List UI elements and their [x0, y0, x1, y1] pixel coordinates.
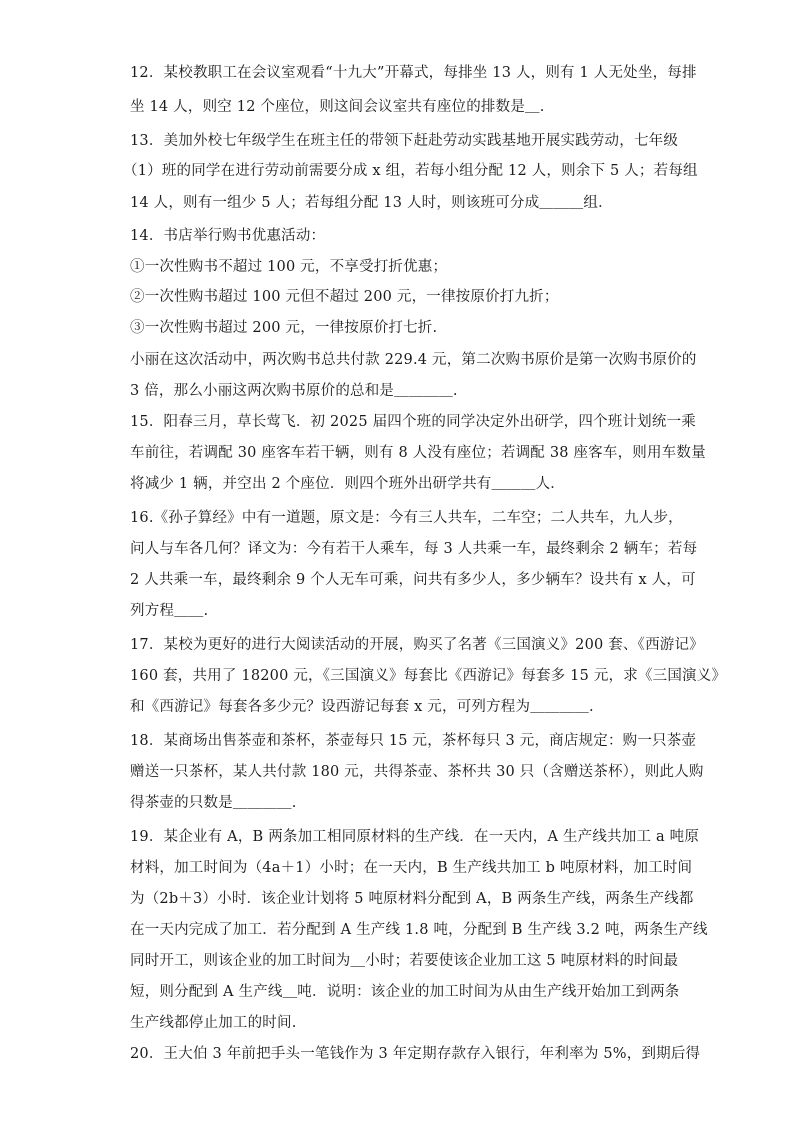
q16-line-4: 列方程＿＿. — [130, 603, 209, 619]
q14-rule-3: ③一次性购书超过 200 元，一律按原价打七折. — [130, 320, 438, 336]
q13-line-1: 13．美加外校七年级学生在班主任的带领下赶赴劳动实践基地开展实践劳动，七年级 — [130, 133, 679, 149]
q12-line-2: 坐 14 人，则空 12 个座位，则这间会议室共有座位的排数是＿. — [130, 99, 545, 115]
q16-line-1: 16.《孙子算经》中有一道题，原文是：今有三人共车，二车空；二人共车，九人步， — [130, 510, 683, 526]
q18-line-3: 得茶壶的只数是＿＿＿＿. — [130, 795, 297, 811]
q19-line-5: 同时开工，则该企业的加工时间为＿小时；若要使该企业加工这 5 吨原材料的时间最 — [130, 953, 679, 969]
q15-line-3: 将减少 1 辆，并空出 2 个座位．则四个班外出研学共有＿＿＿人． — [130, 476, 565, 492]
q17-line-2: 160 套，共用了 18200 元，《三国演义》每套比《西游记》每套多 15 元，求《三国演义》 — [130, 668, 727, 684]
q17-line-1: 17．某校为更好的进行大阅读活动的开展，购买了名著《三国演义》200 套、《西游记》 — [130, 637, 704, 653]
q13-line-2: （1）班的同学在进行劳动前需要分成 x 组，若每小组分配 12 人，则余下 5 人；若每组 — [123, 163, 698, 179]
q16-line-3: 2 人共乘一车，最终剩余 9 个人无车可乘，问共有多少人，多少辆车？设共有 x 人，可 — [130, 572, 696, 588]
q18-line-2: 赠送一只茶杯，某人共付款 180 元，共得茶壶、茶杯共 30 只（含赠送茶杯），则此人购 — [130, 764, 704, 780]
q16-line-2: 问人与车各几何？译文为：今有若干人乘车，每 3 人共乘一车，最终剩余 2 辆车；若每 — [130, 541, 698, 557]
q19-line-6: 短，则分配到 A 生产线＿吨．说明：该企业的加工时间为从由生产线开始加工到两条 — [130, 984, 680, 1000]
q14-line-6: 3 倍，那么小丽这两次购书原价的总和是＿＿＿＿. — [130, 383, 458, 399]
q19-line-1: 19．某企业有 A，B 两条加工相同原材料的生产线．在一天内，A 生产线共加工 a 吨原 — [130, 829, 700, 845]
q14-rule-1: ①一次性购书不超过 100 元，不享受打折优惠； — [130, 259, 448, 275]
q15-line-1: 15．阳春三月，草长莺飞．初 2025 届四个班的同学决定外出研学，四个班计划统一乘 — [130, 414, 696, 430]
q14-line-1: 14．书店举行购书优惠活动： — [130, 228, 326, 244]
q14-rule-2: ②一次性购书超过 100 元但不超过 200 元，一律按原价打九折； — [130, 289, 559, 305]
q20-line-1: 20．王大伯 3 年前把手头一笔钱作为 3 年定期存款存入银行，年利率为 5%，到期后得 — [130, 1046, 701, 1062]
q12-line-1: 12．某校教职工在会议室观看“十九大”开幕式，每排坐 13 人，则有 1 人无处坐，每排 — [130, 65, 697, 81]
q17-line-3: 和《西游记》每套各多少元？设西游记每套 x 元，可列方程为＿＿＿＿. — [130, 699, 594, 715]
q19-line-2: 材料，加工时间为（4a＋1）小时；在一天内，B 生产线共加工 b 吨原材料，加工时间 — [130, 860, 693, 876]
q19-line-4: 在一天内完成了加工．若分配到 A 生产线 1.8 吨，分配到 B 生产线 3.2 吨，两条生产线 — [130, 922, 708, 938]
q18-line-1: 18．某商场出售茶壶和茶杯，茶壶每只 15 元，茶杯每只 3 元，商店规定：购一只茶壶 — [130, 733, 697, 749]
q15-line-2: 车前往，若调配 30 座客车若干辆，则有 8 人没有座位；若调配 38 座客车，则用车数量 — [130, 445, 706, 461]
q13-line-3: 14 人，则有一组少 5 人；若每组分配 13 人时，则该班可分成＿＿＿组． — [130, 195, 613, 211]
q19-line-7: 生产线都停止加工的时间. — [130, 1015, 297, 1031]
q19-line-3: 为（2b＋3）小时．该企业计划将 5 吨原材料分配到 A，B 两条生产线，两条生产线都 — [130, 891, 694, 907]
q14-line-5: 小丽在这次活动中，两次购书总共付款 229.4 元，第二次购书原价是第一次购书原价的 — [130, 352, 697, 368]
